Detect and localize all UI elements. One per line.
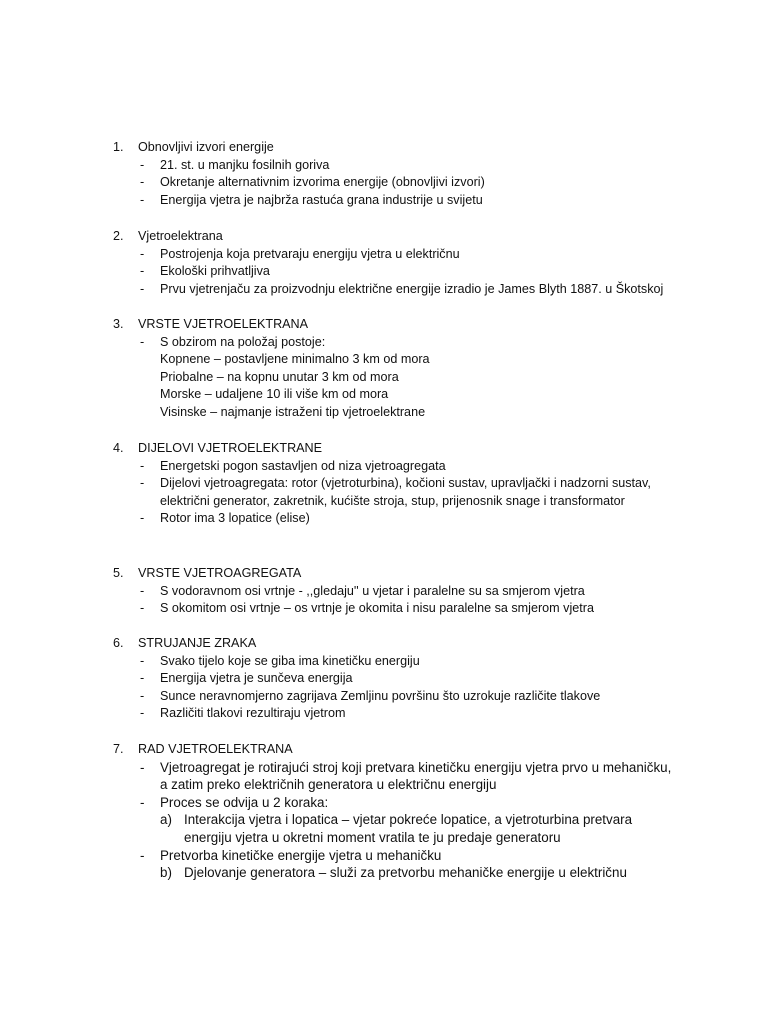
- sub-list-item-continuation: energiju vjetra u okretni moment vratila te ju predaje generatoru: [184, 829, 561, 845]
- section-number: 5.: [113, 566, 124, 580]
- bullet-dash: -: [140, 458, 145, 473]
- bullet-dash: -: [140, 334, 145, 349]
- list-item: - Energija vjetra je najbrža rastuća grana industrije u svijetu: [113, 192, 733, 210]
- section-heading: [113, 565, 733, 583]
- list-item: - Sunce neravnomjerno zagrijava Zemljinu površinu što uzrokuje različite tlakove: [113, 688, 733, 706]
- section-6: [113, 635, 733, 723]
- section-title: DIJELOVI VJETROELEKTRANE: [138, 441, 323, 455]
- sub-list-label: b): [160, 865, 172, 881]
- section-title: VRSTE VJETROELEKTRANA: [138, 317, 309, 331]
- list-item: - Energija vjetra je sunčeva energija: [113, 670, 733, 688]
- bullet-dash: -: [140, 583, 145, 598]
- list-item: - S obzirom na položaj postoje:: [113, 334, 733, 352]
- bullet-dash: -: [140, 794, 145, 810]
- list-item: - Dijelovi vjetroagregata: rotor (vjetroturbina), kočioni sustav, upravljački i nadzorni sustav,: [113, 475, 733, 493]
- section-4: [113, 440, 733, 528]
- sub-list-item: a) Interakcija vjetra i lopatica – vjetar pokreće lopatice, a vjetroturbina pretvara: [160, 812, 633, 828]
- list-item: - Energetski pogon sastavljen od niza vjetroagregata: [113, 458, 733, 476]
- bullet-dash: -: [140, 511, 145, 526]
- section-number: 6.: [113, 636, 124, 650]
- section-2: [113, 228, 733, 298]
- list-item: - Pretvorba kinetičke energije vjetra u mehaničku: [140, 847, 442, 863]
- list-subline: Visinske – najmanje istraženi tip vjetroelektrane: [160, 404, 426, 419]
- section-1: [113, 139, 733, 209]
- bullet-dash: -: [140, 246, 145, 261]
- list-item: - Različiti tlakovi rezultiraju vjetrom: [113, 705, 733, 723]
- bullet-dash: -: [140, 688, 145, 703]
- section-3: [113, 316, 733, 422]
- section-heading: [113, 316, 733, 334]
- list-subline: Morske – udaljene 10 ili više km od mora: [160, 387, 389, 402]
- list-subline: Priobalne – na kopnu unutar 3 km od mora: [160, 369, 399, 384]
- section-heading: [113, 139, 733, 157]
- section-number: 3.: [113, 317, 124, 331]
- sub-list-label: a): [160, 812, 172, 828]
- bullet-dash: -: [140, 653, 145, 668]
- section-title: RAD VJETROELEKTRANA: [138, 742, 293, 756]
- list-item: - Okretanje alternativnim izvorima energije (obnovljivi izvori): [113, 174, 733, 192]
- list-item: - Prvu vjetrenjaču za proizvodnju električne energije izradio je James Blyth 1887. u Škotskoj: [113, 281, 733, 299]
- list-item: - Proces se odvija u 2 koraka:: [140, 794, 329, 810]
- section-number: 4.: [113, 441, 124, 455]
- list-item: - Rotor ima 3 lopatice (elise): [113, 510, 733, 528]
- bullet-dash: -: [140, 706, 145, 721]
- list-item: - Postrojenja koja pretvaraju energiju vjetra u električnu: [113, 246, 733, 264]
- list-subline: Kopnene – postavljene minimalno 3 km od mora: [160, 352, 430, 367]
- list-item-continuation: a zatim preko električnih generatora u električnu energiju: [160, 777, 497, 793]
- list-item: - Vjetroagregat je rotirajući stroj koji pretvara kinetičku energiju vjetra prvo u mehaničku,: [140, 759, 672, 775]
- section-title: VRSTE VJETROAGREGATA: [138, 566, 302, 580]
- list-item: - Svako tijelo koje se giba ima kinetičku energiju: [113, 653, 733, 671]
- section-title: STRUJANJE ZRAKA: [138, 636, 257, 650]
- section-number: 1.: [113, 140, 124, 154]
- bullet-dash: -: [140, 264, 145, 279]
- bullet-dash: -: [140, 281, 145, 296]
- list-item: - S vodoravnom osi vrtnje - ,,gledaju'' u vjetar i paralelne su sa smjerom vjetra: [113, 583, 733, 601]
- section-number: 2.: [113, 229, 124, 243]
- section-heading: [113, 635, 733, 653]
- bullet-dash: -: [140, 601, 145, 616]
- bullet-dash: -: [140, 847, 145, 863]
- list-item: - Ekološki prihvatljiva: [113, 263, 733, 281]
- section-heading: [113, 440, 733, 458]
- section-7: [113, 741, 733, 882]
- section-title: Vjetroelektrana: [138, 229, 223, 243]
- section-heading: [113, 228, 733, 246]
- section-number: 7.: [113, 742, 124, 756]
- section-heading: [113, 741, 733, 759]
- bullet-dash: -: [140, 476, 145, 491]
- bullet-dash: -: [140, 175, 145, 190]
- bullet-dash: -: [140, 671, 145, 686]
- bullet-dash: -: [140, 157, 145, 172]
- section-5: [113, 565, 733, 618]
- list-item: - 21. st. u manjku fosilnih goriva: [113, 157, 733, 175]
- list-item-continuation: električni generator, zakretnik, kućište stroja, stup, prijenosnik snage i transformator: [160, 493, 625, 508]
- bullet-dash: -: [140, 192, 145, 207]
- section-title: Obnovljivi izvori energije: [138, 140, 274, 154]
- list-item: - S okomitom osi vrtnje – os vrtnje je okomita i nisu paralelne sa smjerom vjetra: [113, 600, 733, 618]
- sub-list-item: b) Djelovanje generatora – služi za pretvorbu mehaničke energije u električnu: [160, 865, 627, 881]
- bullet-dash: -: [140, 759, 145, 775]
